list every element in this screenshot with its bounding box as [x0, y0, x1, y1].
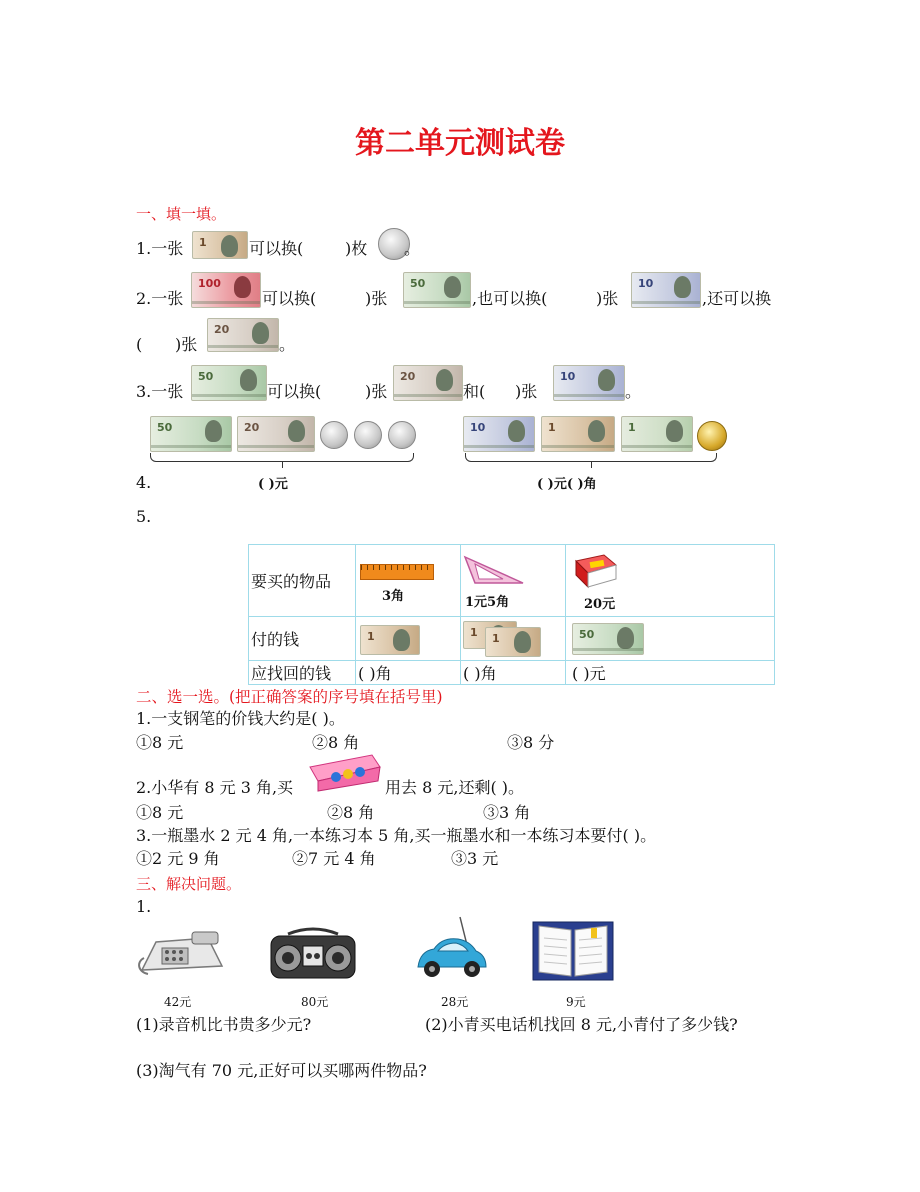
set-square-icon [461, 551, 527, 587]
q3-text-a: 3.一张 [136, 382, 184, 401]
car-price: 28元 [441, 995, 469, 1009]
ruler-icon [360, 564, 434, 580]
q3-text-b: 可以换( [267, 382, 322, 401]
q4-number: 4. [136, 473, 152, 492]
section-heading-choose: 二、选一选。(把正确答案的序号填在括号里) [136, 688, 443, 706]
shopping-table [248, 544, 775, 685]
page-title: 第二单元测试卷 [355, 126, 565, 161]
brace-left [150, 453, 414, 462]
q2-text-b: 可以换( [262, 289, 317, 308]
coin-icon [388, 421, 416, 449]
q3-text-f: 。 [625, 382, 642, 401]
choice3-option-2: ②7 元 4 角 [292, 849, 376, 868]
choice1-option-2: ②8 角 [312, 733, 360, 752]
q2-text-d: ,也可以换( [472, 289, 548, 308]
item-cell-book: 20元 [566, 545, 775, 617]
telephone-price: 42元 [164, 995, 192, 1009]
one-yuan-note-image: 1 [621, 416, 693, 452]
q2-text-f: ,还可以换 [702, 289, 772, 308]
choice1-question: 1.一支钢笔的价钱大约是( )。 [136, 709, 345, 728]
problem-1: (1)录音机比书贵多少元? [136, 1015, 312, 1034]
choice1-option-1: ①8 元 [136, 733, 184, 752]
q3-text-e: )张 [515, 382, 538, 401]
book-icon [531, 918, 615, 984]
choice3-question: 3.一瓶墨水 2 元 4 角,一本练习本 5 角,买一瓶墨水和一本练习本要付( )。 [136, 826, 657, 845]
section-heading-fill: 一、填一填。 [136, 205, 227, 223]
choice2-option-2: ②8 角 [327, 803, 375, 822]
fifty-yuan-note-image: 50 [150, 416, 232, 452]
problem-3: (3)淘气有 70 元,正好可以买哪两件物品? [136, 1061, 427, 1080]
twenty-yuan-note-image: 20 [237, 416, 315, 452]
one-yuan-note-image: 1 [541, 416, 615, 452]
twenty-yuan-note-image: 20 [393, 365, 463, 401]
choice2-question-b: 用去 8 元,还剩( )。 [385, 778, 525, 797]
q2-text-c: )张 [365, 289, 388, 308]
section-heading-solve: 三、解决问题。 [136, 875, 242, 893]
fifty-yuan-note-image: 50 [191, 365, 267, 401]
q1-text-b: 可以换( [249, 239, 304, 258]
row-label-change: 应找回的钱 [249, 661, 356, 685]
q1-text-d: 。 [404, 239, 421, 258]
ten-yuan-note-image: 10 [463, 416, 535, 452]
q3-text-d: 和( [463, 382, 486, 401]
one-yuan-note-image: 1 [463, 621, 517, 649]
dictionary-icon [572, 553, 618, 589]
change-answer-3: ( )元 [566, 661, 775, 685]
choice2-option-3: ③3 角 [483, 803, 531, 822]
choice2-question-a: 2.小华有 8 元 3 角,买 [136, 778, 294, 797]
q2-text-e: )张 [596, 289, 619, 308]
q4-left-answer: ( )元 [258, 477, 288, 492]
choice2-option-1: ①8 元 [136, 803, 184, 822]
one-yuan-note-image: 1 [485, 627, 541, 657]
choice3-option-3: ③3 元 [451, 849, 499, 868]
telephone-icon [134, 918, 226, 978]
change-answer-2: ( )角 [461, 661, 566, 685]
q2-text-i: 。 [279, 335, 296, 354]
one-jiao-note-image: 1 [192, 231, 248, 259]
q2-text-h: )张 [175, 335, 198, 354]
q2-text-g: ( [136, 335, 143, 354]
problem-number: 1. [136, 897, 152, 916]
q4-right-answer: ( )元( )角 [537, 477, 597, 492]
row-label-paid: 付的钱 [249, 617, 356, 661]
change-answer-1: ( )角 [356, 661, 461, 685]
radio-cassette-icon [268, 924, 358, 982]
ten-yuan-note-image: 10 [631, 272, 701, 308]
paid-cell-3 [566, 617, 775, 661]
q1-text-a: 1.一张 [136, 239, 184, 258]
one-yuan-note-image: 1 [360, 625, 420, 655]
choice1-option-3: ③8 分 [507, 733, 555, 752]
ten-yuan-note-image: 10 [553, 365, 625, 401]
q5-number: 5. [136, 507, 152, 526]
item-cell-triangle-ruler: 1元5角 [461, 545, 566, 617]
fifty-yuan-note-image: 50 [572, 623, 644, 655]
q3-text-c: )张 [365, 382, 388, 401]
coin-icon [354, 421, 382, 449]
item-cell-ruler: 3角 [356, 545, 461, 617]
twenty-yuan-note-image: 20 [207, 318, 279, 352]
pencil-case-icon [306, 751, 382, 793]
q2-text-a: 2.一张 [136, 289, 184, 308]
gold-coin-icon [697, 421, 727, 451]
fifty-yuan-note-image: 50 [403, 272, 471, 308]
toy-car-icon [412, 915, 490, 983]
coin-icon [320, 421, 348, 449]
hundred-yuan-note-image: 100 [191, 272, 261, 308]
q1-text-c: )枚 [345, 239, 368, 258]
choice3-option-1: ①2 元 9 角 [136, 849, 220, 868]
problem-2: (2)小青买电话机找回 8 元,小青付了多少钱? [425, 1015, 738, 1034]
paid-cell-2 [461, 617, 566, 661]
radio-price: 80元 [301, 995, 329, 1009]
brace-right [465, 453, 717, 462]
row-label-items: 要买的物品 [249, 545, 356, 617]
paid-cell-1 [356, 617, 461, 661]
book-price: 9元 [566, 995, 586, 1009]
